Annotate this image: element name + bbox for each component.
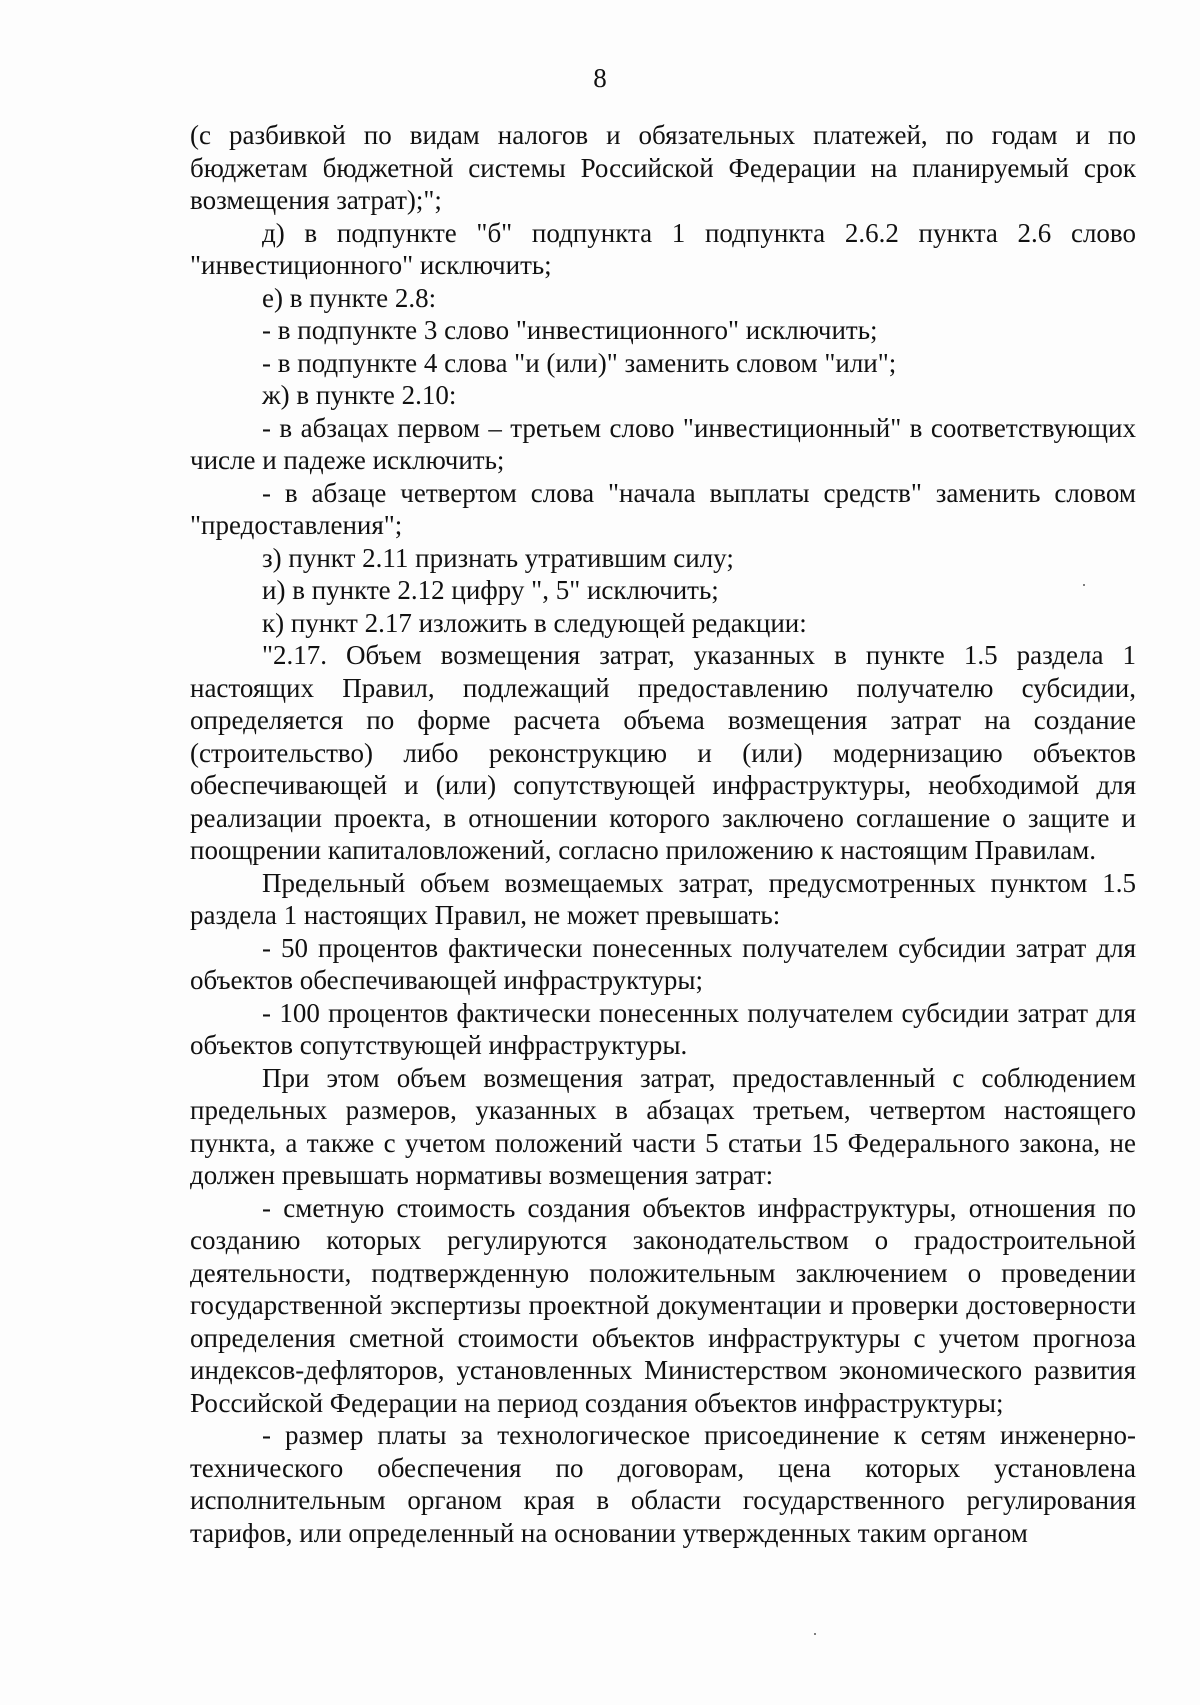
paragraph-6: ж) в пункте 2.10: <box>262 380 457 410</box>
page-number: 8 <box>593 63 607 93</box>
scan-speck <box>1083 584 1085 586</box>
paragraph-9: з) пункт 2.11 признать утратившим силу; <box>262 542 734 573</box>
paragraph-10: и) в пункте 2.12 цифру ", 5" исключить; <box>262 575 719 605</box>
paragraph-18: - размер платы за технологическое присоединение к сетям инженерно-технического обеспечения по договорам, цена которых установлена исполнительным органом края в области государственного регулирования тарифов, или определенный на основании утвержденных таким органом <box>190 1420 1136 1548</box>
paragraph-13: Предельный объем возмещаемых затрат, предусмотренных пунктом 1.5 раздела 1 настоящих Правил, не может превышать: <box>190 867 1136 930</box>
paragraph-15: - 100 процентов фактически понесенных получателем субсидии затрат для объектов сопутствующей инфраструктуры. <box>190 997 1136 1060</box>
paragraph-2: д) в подпункте "б" подпункта 1 подпункта 2.6.2 пункта 2.6 слово "инвестиционного" исключить; <box>190 217 1136 280</box>
paragraph-11: к) пункт 2.17 изложить в следующей редакции: <box>262 607 807 638</box>
paragraph-1: (с разбивкой по видам налогов и обязательных платежей, по годам и по бюджетам бюджетной системы Российской Федерации на планируемый срок возмещения затрат);"; <box>190 120 1136 215</box>
paragraph-7: - в абзацах первом – третьем слово "инвестиционный" в соответствующих числе и падеже исключить; <box>190 412 1136 475</box>
paragraph-14: - 50 процентов фактически понесенных получателем субсидии затрат для объектов обеспечивающей инфраструктуры; <box>190 932 1136 995</box>
paragraph-16: При этом объем возмещения затрат, предоставленный с соблюдением предельных размеров, указанных в абзацах третьем, четвертом настоящего пункта, а также с учетом положений части 5 статьи 15 Федерального закона, не должен превышать нормативы возмещения затрат: <box>190 1062 1136 1190</box>
paragraph-17: - сметную стоимость создания объектов инфраструктуры, отношения по созданию которых регулируются законодательством о градостроительной деятельности, подтвержденную положительным заключением о проведении государственной экспертизы проектной документации и проверки достоверности определения сметной стоимости объектов инфраструктуры с учетом прогноза индексов-дефляторов, установленных Министерством экономического развития Российской Федерации на период создания объектов инфраструктуры; <box>190 1192 1136 1418</box>
paragraph-5: - в подпункте 4 слова "и (или)" заменить словом "или"; <box>262 347 897 378</box>
paragraph-12: "2.17. Объем возмещения затрат, указанных в пункте 1.5 раздела 1 настоящих Правил, подлежащий предоставлению получателю субсидии, определяется по форме расчета объема возмещения затрат на создание (строительство) либо реконструкцию и (или) модернизацию объектов обеспечивающей и (или) сопутствующей инфраструктуры, необходимой для реализации проекта, в отношении которого заключено соглашение о защите и поощрении капиталовложений, согласно приложению к настоящим Правилам. <box>190 640 1136 865</box>
scan-speck <box>814 1633 816 1635</box>
paragraph-4: - в подпункте 3 слово "инвестиционного" исключить; <box>262 315 878 345</box>
paragraph-8: - в абзаце четвертом слова "начала выплаты средств" заменить словом "предоставления"; <box>190 477 1136 540</box>
paragraph-3: е) в пункте 2.8: <box>262 282 437 313</box>
document-body <box>190 119 1136 1549</box>
